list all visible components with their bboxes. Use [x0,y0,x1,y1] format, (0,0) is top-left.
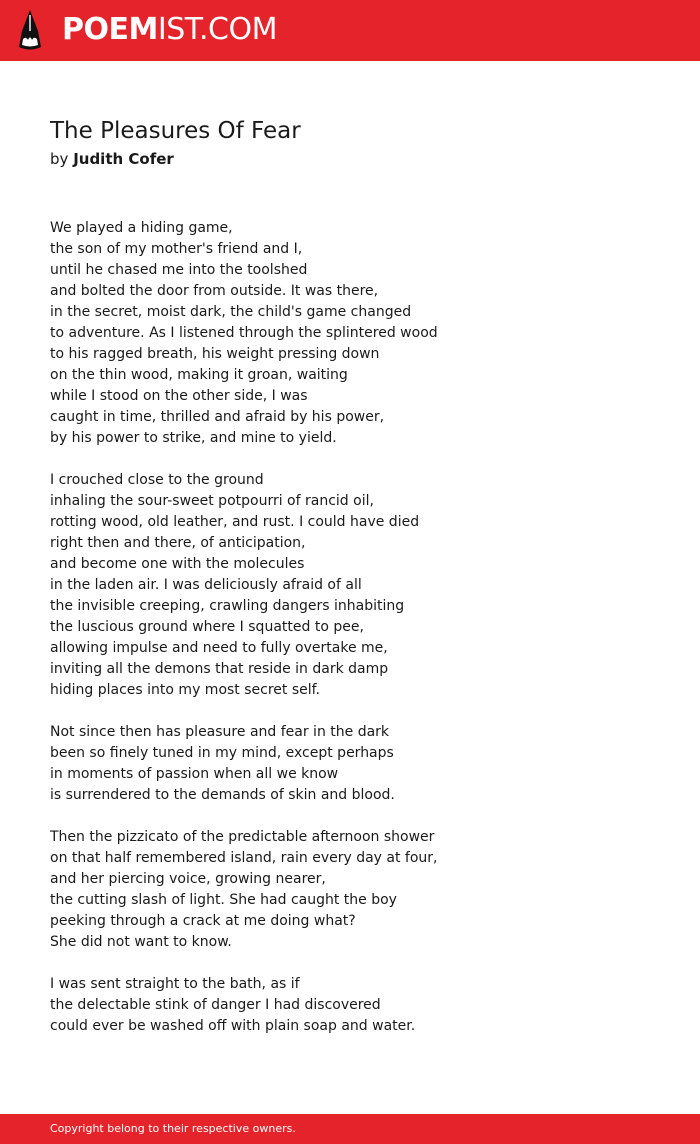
poem-line: to his ragged breath, his weight pressing down [50,346,380,362]
site-header [0,0,700,61]
stanza [50,470,650,701]
poem-line: peeking through a crack at me doing what? [50,913,356,929]
poem-line: in the laden air. I was deliciously afraid of all [50,577,362,593]
stanza [50,218,650,449]
poem-line: and bolted the door from outside. It was there, [50,283,379,299]
site-logo[interactable] [62,12,277,48]
poem-line: while I stood on the other side, I was [50,388,308,404]
poem-line: Then the pizzicato of the predictable afternoon shower [50,829,435,845]
stanza [50,827,650,953]
poem-line: right then and there, of anticipation, [50,535,306,551]
pen-nib-icon[interactable] [17,9,43,51]
poem-line: and become one with the molecules [50,556,305,572]
poem-line: to adventure. As I listened through the splintered wood [50,325,438,341]
poem-line: We played a hiding game, [50,220,233,236]
poem-line: the delectable stink of danger I had discovered [50,997,381,1013]
poem-line: inviting all the demons that reside in dark damp [50,661,389,677]
poem-line: inhaling the sour-sweet potpourri of rancid oil, [50,493,374,509]
poem-line: the luscious ground where I squatted to pee, [50,619,364,635]
poem-line: hiding places into my most secret self. [50,682,320,698]
poem-line: I was sent straight to the bath, as if [50,976,300,992]
logo-bold-text: POEM [62,12,158,47]
copyright-text: Copyright belong to their respective owners. [50,1122,296,1135]
stanza [50,974,650,1037]
poem-line: by his power to strike, and mine to yield. [50,430,337,446]
poem-body [50,218,650,1058]
site-footer [0,1114,700,1144]
poem-line: Not since then has pleasure and fear in the dark [50,724,390,740]
poem-line: could ever be washed off with plain soap and water. [50,1018,416,1034]
poem-line: until he chased me into the toolshed [50,262,308,278]
poem-line: in moments of passion when all we know [50,766,339,782]
stanza [50,722,650,806]
poem-line: in the secret, moist dark, the child's game changed [50,304,412,320]
poem-line: and her piercing voice, growing nearer, [50,871,326,887]
author-name[interactable]: Judith Cofer [73,150,174,168]
poem-title: The Pleasures Of Fear [50,118,301,144]
logo-light-text: IST.COM [157,12,277,47]
poem-line: on the thin wood, making it groan, waiting [50,367,348,383]
poem-line: on that half remembered island, rain every day at four, [50,850,438,866]
poem-line: is surrendered to the demands of skin and blood. [50,787,395,803]
poem-line: caught in time, thrilled and afraid by his power, [50,409,385,425]
poem-line: allowing impulse and need to fully overtake me, [50,640,388,656]
poem-line: I crouched close to the ground [50,472,264,488]
poem-line: She did not want to know. [50,934,232,950]
byline [50,148,174,170]
poem-line: the son of my mother's friend and I, [50,241,303,257]
byline-prefix: by [50,150,69,168]
poem-line: the cutting slash of light. She had caught the boy [50,892,397,908]
poem-line: rotting wood, old leather, and rust. I could have died [50,514,420,530]
poem-line: the invisible creeping, crawling dangers inhabiting [50,598,405,614]
poem-line: been so finely tuned in my mind, except perhaps [50,745,394,761]
